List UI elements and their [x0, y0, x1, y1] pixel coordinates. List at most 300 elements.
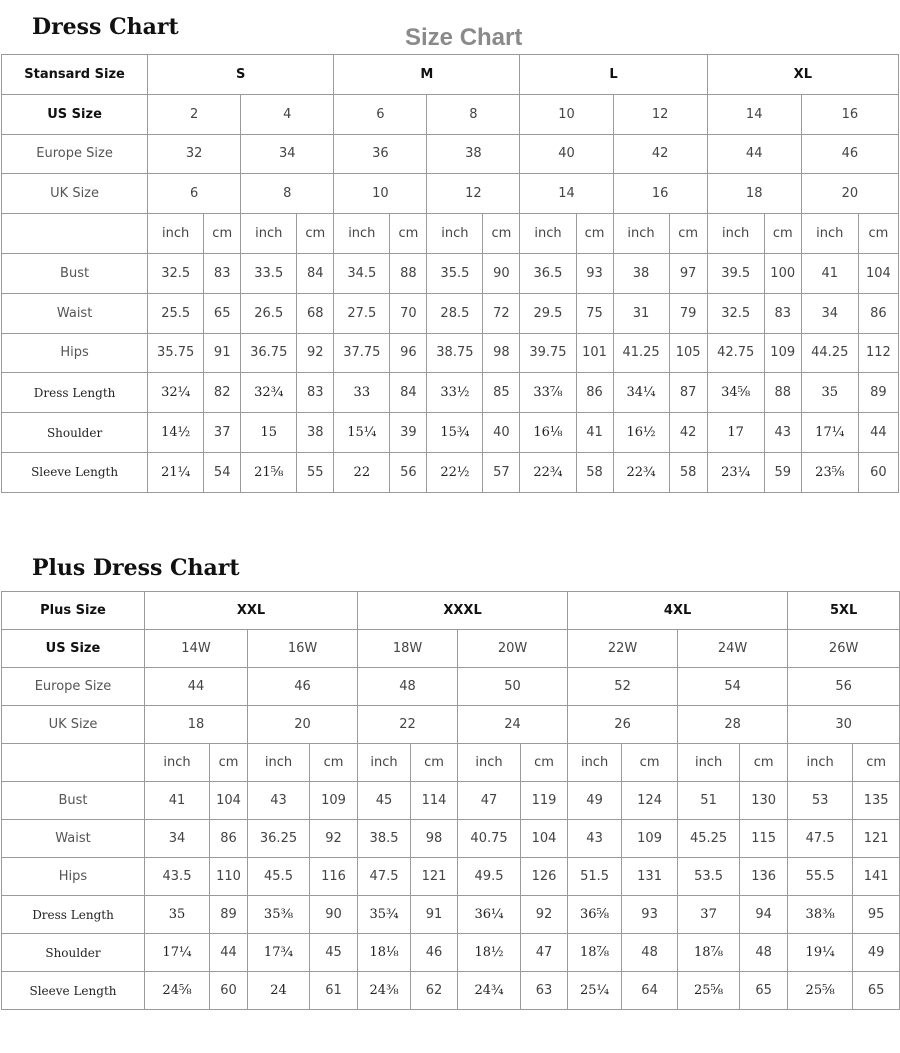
- plus-chart-waist-row: [2, 820, 900, 858]
- bust-value: 41: [801, 253, 858, 293]
- us-size-cell: 8: [427, 94, 520, 134]
- sleeve-length-value: 25¼: [568, 972, 622, 1010]
- europe-size-cell: 44: [145, 668, 248, 706]
- dress-length-value: 95: [853, 896, 900, 934]
- unit-header-cell: inch: [568, 744, 622, 782]
- unit-header-cell: inch: [427, 214, 483, 254]
- hips-value: 136: [740, 858, 788, 896]
- dress-chart-units-row: [2, 214, 899, 254]
- sleeve-length-value: 24: [248, 972, 310, 1010]
- waist-value: 43: [568, 820, 622, 858]
- unit-header-cell: cm: [297, 214, 334, 254]
- unit-header-cell: inch: [145, 744, 210, 782]
- uk-size-cell: 12: [427, 174, 520, 214]
- hips-value: 110: [210, 858, 248, 896]
- us-size-cell: 14W: [145, 630, 248, 668]
- unit-header-cell: cm: [483, 214, 520, 254]
- waist-value: 29.5: [520, 293, 576, 333]
- hips-label: Hips: [2, 858, 145, 896]
- shoulder-value: 15¾: [427, 413, 483, 453]
- bust-value: 43: [248, 782, 310, 820]
- sleeve-length-value: 63: [521, 972, 568, 1010]
- bust-label: Bust: [2, 782, 145, 820]
- waist-value: 121: [853, 820, 900, 858]
- bust-value: 90: [483, 253, 520, 293]
- us-size-cell: 10: [520, 94, 613, 134]
- hips-value: 36.75: [241, 333, 297, 373]
- plus-chart-us-row: [2, 630, 900, 668]
- europe-size-cell: 48: [358, 668, 458, 706]
- hips-value: 98: [483, 333, 520, 373]
- europe-size-label: Europe Size: [2, 668, 145, 706]
- uk-size-cell: 16: [613, 174, 707, 214]
- bust-value: 104: [858, 253, 898, 293]
- bust-value: 33.5: [241, 253, 297, 293]
- hips-value: 116: [310, 858, 358, 896]
- dress-length-value: 85: [483, 373, 520, 413]
- sleeve-length-label: Sleeve Length: [2, 972, 145, 1010]
- hips-value: 55.5: [788, 858, 853, 896]
- waist-value: 65: [204, 293, 241, 333]
- bust-value: 83: [204, 253, 241, 293]
- hips-value: 49.5: [458, 858, 521, 896]
- shoulder-value: 19¼: [788, 934, 853, 972]
- unit-header-cell: inch: [148, 214, 204, 254]
- hips-value: 109: [764, 333, 801, 373]
- uk-size-cell: 10: [334, 174, 427, 214]
- bust-value: 41: [145, 782, 210, 820]
- hips-value: 47.5: [358, 858, 411, 896]
- unit-header-cell: cm: [622, 744, 678, 782]
- plus-chart-shoulder-row: [2, 934, 900, 972]
- sleeve-length-value: 60: [210, 972, 248, 1010]
- waist-value: 115: [740, 820, 788, 858]
- dress-length-value: 90: [310, 896, 358, 934]
- shoulder-value: 48: [622, 934, 678, 972]
- hips-label: Hips: [2, 333, 148, 373]
- bust-value: 119: [521, 782, 568, 820]
- shoulder-value: 47: [521, 934, 568, 972]
- bust-value: 100: [764, 253, 801, 293]
- dress-length-value: 88: [764, 373, 801, 413]
- uk-size-cell: 26: [568, 706, 678, 744]
- shoulder-value: 38: [297, 413, 334, 453]
- bust-value: 124: [622, 782, 678, 820]
- sleeve-length-value: 61: [310, 972, 358, 1010]
- unit-header-cell: cm: [310, 744, 358, 782]
- bust-value: 135: [853, 782, 900, 820]
- us-size-label: US Size: [2, 630, 145, 668]
- shoulder-value: 17¼: [801, 413, 858, 453]
- dress-length-value: 89: [210, 896, 248, 934]
- hips-value: 112: [858, 333, 898, 373]
- unit-header-cell: inch: [801, 214, 858, 254]
- sleeve-length-value: 65: [853, 972, 900, 1010]
- hips-value: 96: [390, 333, 427, 373]
- unit-header-cell: inch: [678, 744, 740, 782]
- shoulder-value: 18½: [458, 934, 521, 972]
- bust-value: 97: [669, 253, 707, 293]
- shoulder-value: 14½: [148, 413, 204, 453]
- bust-value: 36.5: [520, 253, 576, 293]
- shoulder-value: 17¼: [145, 934, 210, 972]
- waist-label: Waist: [2, 820, 145, 858]
- uk-size-cell: 14: [520, 174, 613, 214]
- dress-length-value: 84: [390, 373, 427, 413]
- shoulder-value: 43: [764, 413, 801, 453]
- waist-value: 104: [521, 820, 568, 858]
- waist-value: 38.5: [358, 820, 411, 858]
- bust-value: 88: [390, 253, 427, 293]
- unit-header-cell: cm: [853, 744, 900, 782]
- shoulder-value: 16½: [613, 413, 669, 453]
- waist-value: 47.5: [788, 820, 853, 858]
- unit-header-cell: inch: [613, 214, 669, 254]
- dress-length-value: 38⅜: [788, 896, 853, 934]
- waist-value: 31: [613, 293, 669, 333]
- shoulder-value: 18⅞: [568, 934, 622, 972]
- bust-value: 53: [788, 782, 853, 820]
- dress-length-value: 93: [622, 896, 678, 934]
- sleeve-length-value: 59: [764, 452, 801, 492]
- hips-value: 51.5: [568, 858, 622, 896]
- shoulder-value: 15: [241, 413, 297, 453]
- us-size-cell: 22W: [568, 630, 678, 668]
- uk-size-cell: 22: [358, 706, 458, 744]
- sleeve-length-value: 23⅝: [801, 452, 858, 492]
- uk-size-label: UK Size: [2, 706, 145, 744]
- unit-header-cell: inch: [520, 214, 576, 254]
- uk-size-cell: 28: [678, 706, 788, 744]
- unit-header-cell: cm: [764, 214, 801, 254]
- europe-size-cell: 46: [248, 668, 358, 706]
- shoulder-value: 15¼: [334, 413, 390, 453]
- uk-size-cell: 30: [788, 706, 900, 744]
- bust-value: 114: [411, 782, 458, 820]
- us-size-cell: 26W: [788, 630, 900, 668]
- waist-value: 34: [145, 820, 210, 858]
- bust-value: 35.5: [427, 253, 483, 293]
- shoulder-value: 41: [576, 413, 613, 453]
- hips-value: 92: [297, 333, 334, 373]
- us-size-cell: 20W: [458, 630, 568, 668]
- us-size-cell: 2: [148, 94, 241, 134]
- sleeve-length-value: 55: [297, 452, 334, 492]
- us-size-cell: 18W: [358, 630, 458, 668]
- hips-value: 53.5: [678, 858, 740, 896]
- dress-length-label: Dress Length: [2, 373, 148, 413]
- hips-value: 42.75: [707, 333, 764, 373]
- plus-chart-units-row: [2, 744, 900, 782]
- hips-value: 37.75: [334, 333, 390, 373]
- bust-value: 109: [310, 782, 358, 820]
- dress-length-value: 36¼: [458, 896, 521, 934]
- size-header: L: [520, 55, 707, 95]
- dress-length-value: 35⅜: [248, 896, 310, 934]
- shoulder-label: Shoulder: [2, 413, 148, 453]
- hips-value: 41.25: [613, 333, 669, 373]
- uk-size-label: UK Size: [2, 174, 148, 214]
- hips-value: 101: [576, 333, 613, 373]
- sleeve-length-value: 22½: [427, 452, 483, 492]
- shoulder-value: 45: [310, 934, 358, 972]
- us-size-cell: 16: [801, 94, 898, 134]
- waist-value: 25.5: [148, 293, 204, 333]
- bust-value: 38: [613, 253, 669, 293]
- waist-value: 92: [310, 820, 358, 858]
- bust-value: 32.5: [148, 253, 204, 293]
- us-size-cell: 12: [613, 94, 707, 134]
- dress-chart-us-row: [2, 94, 899, 134]
- unit-header-cell: inch: [248, 744, 310, 782]
- waist-value: 40.75: [458, 820, 521, 858]
- europe-size-cell: 32: [148, 134, 241, 174]
- shoulder-value: 49: [853, 934, 900, 972]
- waist-value: 28.5: [427, 293, 483, 333]
- dress-length-value: 36⅝: [568, 896, 622, 934]
- plus-chart-sleeve-length-row: [2, 972, 900, 1010]
- size-header: 5XL: [788, 592, 900, 630]
- sleeve-length-value: 64: [622, 972, 678, 1010]
- plus-dress-chart-heading: Plus Dress Chart: [32, 555, 240, 581]
- waist-value: 86: [858, 293, 898, 333]
- dress-length-value: 33: [334, 373, 390, 413]
- us-size-cell: 4: [241, 94, 334, 134]
- bust-value: 47: [458, 782, 521, 820]
- bust-value: 130: [740, 782, 788, 820]
- hips-value: 91: [204, 333, 241, 373]
- waist-value: 98: [411, 820, 458, 858]
- shoulder-value: 18⅛: [358, 934, 411, 972]
- sleeve-length-value: 57: [483, 452, 520, 492]
- europe-size-cell: 50: [458, 668, 568, 706]
- us-size-label: US Size: [2, 94, 148, 134]
- waist-value: 75: [576, 293, 613, 333]
- bust-value: 45: [358, 782, 411, 820]
- shoulder-value: 48: [740, 934, 788, 972]
- shoulder-label: Shoulder: [2, 934, 145, 972]
- bust-value: 49: [568, 782, 622, 820]
- hips-value: 38.75: [427, 333, 483, 373]
- bust-value: 84: [297, 253, 334, 293]
- sleeve-length-value: 60: [858, 452, 898, 492]
- dress-chart-hips-row: [2, 333, 899, 373]
- waist-value: 79: [669, 293, 707, 333]
- waist-value: 45.25: [678, 820, 740, 858]
- hips-value: 121: [411, 858, 458, 896]
- waist-value: 109: [622, 820, 678, 858]
- sleeve-length-value: 25⅝: [678, 972, 740, 1010]
- dress-length-value: 37: [678, 896, 740, 934]
- us-size-cell: 14: [707, 94, 801, 134]
- waist-value: 70: [390, 293, 427, 333]
- dress-length-value: 33⅞: [520, 373, 576, 413]
- size-header: XL: [707, 55, 898, 95]
- uk-size-cell: 24: [458, 706, 568, 744]
- waist-label: Waist: [2, 293, 148, 333]
- hips-value: 131: [622, 858, 678, 896]
- hips-value: 35.75: [148, 333, 204, 373]
- dress-chart-heading: Dress Chart: [32, 14, 179, 40]
- sleeve-length-value: 24⅝: [145, 972, 210, 1010]
- size-header: S: [148, 55, 334, 95]
- unit-header-cell: inch: [334, 214, 390, 254]
- size-row-label: Stansard Size: [2, 55, 148, 95]
- waist-value: 68: [297, 293, 334, 333]
- sleeve-length-value: 62: [411, 972, 458, 1010]
- europe-size-cell: 36: [334, 134, 427, 174]
- waist-value: 32.5: [707, 293, 764, 333]
- dress-length-value: 35: [801, 373, 858, 413]
- size-header: XXL: [145, 592, 358, 630]
- uk-size-cell: 6: [148, 174, 241, 214]
- size-header: M: [334, 55, 520, 95]
- dress-chart-uk-row: [2, 174, 899, 214]
- uk-size-cell: 20: [248, 706, 358, 744]
- unit-header-cell: inch: [358, 744, 411, 782]
- sleeve-length-value: 22: [334, 452, 390, 492]
- dress-length-value: 87: [669, 373, 707, 413]
- dress-length-value: 92: [521, 896, 568, 934]
- sleeve-length-value: 24¾: [458, 972, 521, 1010]
- dress-length-value: 32¼: [148, 373, 204, 413]
- dress-chart-size-row: [2, 55, 899, 95]
- sleeve-length-value: 58: [576, 452, 613, 492]
- europe-size-cell: 42: [613, 134, 707, 174]
- plus-chart-dress-length-row: [2, 896, 900, 934]
- dress-length-value: 35: [145, 896, 210, 934]
- us-size-cell: 6: [334, 94, 427, 134]
- unit-header-cell: cm: [204, 214, 241, 254]
- sleeve-length-value: 25⅝: [788, 972, 853, 1010]
- sleeve-length-value: 65: [740, 972, 788, 1010]
- sleeve-length-value: 54: [204, 452, 241, 492]
- bust-value: 93: [576, 253, 613, 293]
- waist-value: 36.25: [248, 820, 310, 858]
- europe-size-cell: 52: [568, 668, 678, 706]
- dress-length-value: 35¾: [358, 896, 411, 934]
- europe-size-cell: 54: [678, 668, 788, 706]
- dress-chart-sleeve-length-row: [2, 452, 899, 492]
- dress-chart-dress-length-row: [2, 373, 899, 413]
- units-row-label-empty: [2, 214, 148, 254]
- europe-size-cell: 56: [788, 668, 900, 706]
- europe-size-cell: 44: [707, 134, 801, 174]
- sleeve-length-value: 56: [390, 452, 427, 492]
- uk-size-cell: 20: [801, 174, 898, 214]
- uk-size-cell: 8: [241, 174, 334, 214]
- dress-chart-europe-row: [2, 134, 899, 174]
- hips-value: 39.75: [520, 333, 576, 373]
- unit-header-cell: inch: [788, 744, 853, 782]
- waist-value: 83: [764, 293, 801, 333]
- us-size-cell: 24W: [678, 630, 788, 668]
- dress-length-value: 94: [740, 896, 788, 934]
- unit-header-cell: cm: [858, 214, 898, 254]
- dress-chart-shoulder-row: [2, 413, 899, 453]
- dress-length-label: Dress Length: [2, 896, 145, 934]
- shoulder-value: 16⅛: [520, 413, 576, 453]
- shoulder-value: 39: [390, 413, 427, 453]
- hips-value: 44.25: [801, 333, 858, 373]
- europe-size-cell: 38: [427, 134, 520, 174]
- dress-length-value: 82: [204, 373, 241, 413]
- unit-header-cell: cm: [576, 214, 613, 254]
- uk-size-cell: 18: [707, 174, 801, 214]
- unit-header-cell: cm: [390, 214, 427, 254]
- unit-header-cell: inch: [707, 214, 764, 254]
- hips-value: 105: [669, 333, 707, 373]
- dress-length-value: 86: [576, 373, 613, 413]
- shoulder-value: 44: [858, 413, 898, 453]
- sleeve-length-value: 58: [669, 452, 707, 492]
- shoulder-value: 18⅞: [678, 934, 740, 972]
- dress-length-value: 83: [297, 373, 334, 413]
- unit-header-cell: cm: [740, 744, 788, 782]
- sleeve-length-value: 23¼: [707, 452, 764, 492]
- shoulder-value: 17: [707, 413, 764, 453]
- dress-chart-waist-row: [2, 293, 899, 333]
- bust-value: 51: [678, 782, 740, 820]
- waist-value: 34: [801, 293, 858, 333]
- sleeve-length-label: Sleeve Length: [2, 452, 148, 492]
- plus-chart-uk-row: [2, 706, 900, 744]
- europe-size-cell: 40: [520, 134, 613, 174]
- hips-value: 126: [521, 858, 568, 896]
- europe-size-label: Europe Size: [2, 134, 148, 174]
- europe-size-cell: 46: [801, 134, 898, 174]
- units-row-label-empty: [2, 744, 145, 782]
- dress-length-value: 33½: [427, 373, 483, 413]
- plus-size-table: [1, 591, 900, 1010]
- bust-label: Bust: [2, 253, 148, 293]
- hips-value: 141: [853, 858, 900, 896]
- plus-chart-size-row: [2, 592, 900, 630]
- shoulder-value: 17¾: [248, 934, 310, 972]
- hips-value: 45.5: [248, 858, 310, 896]
- dress-chart-bust-row: [2, 253, 899, 293]
- sleeve-length-value: 21¼: [148, 452, 204, 492]
- sleeve-length-value: 22¾: [520, 452, 576, 492]
- waist-value: 72: [483, 293, 520, 333]
- shoulder-value: 37: [204, 413, 241, 453]
- uk-size-cell: 18: [145, 706, 248, 744]
- shoulder-value: 44: [210, 934, 248, 972]
- waist-value: 86: [210, 820, 248, 858]
- sleeve-length-value: 21⅝: [241, 452, 297, 492]
- hips-value: 43.5: [145, 858, 210, 896]
- size-chart-subheading: Size Chart: [405, 24, 523, 51]
- shoulder-value: 42: [669, 413, 707, 453]
- waist-value: 27.5: [334, 293, 390, 333]
- plus-chart-europe-row: [2, 668, 900, 706]
- dress-length-value: 89: [858, 373, 898, 413]
- size-row-label: Plus Size: [2, 592, 145, 630]
- bust-value: 104: [210, 782, 248, 820]
- dress-length-value: 34¼: [613, 373, 669, 413]
- shoulder-value: 46: [411, 934, 458, 972]
- unit-header-cell: cm: [669, 214, 707, 254]
- europe-size-cell: 34: [241, 134, 334, 174]
- dress-length-value: 32¾: [241, 373, 297, 413]
- unit-header-cell: inch: [458, 744, 521, 782]
- dress-size-table: [1, 54, 899, 493]
- unit-header-cell: cm: [521, 744, 568, 782]
- bust-value: 34.5: [334, 253, 390, 293]
- bust-value: 39.5: [707, 253, 764, 293]
- us-size-cell: 16W: [248, 630, 358, 668]
- plus-chart-bust-row: [2, 782, 900, 820]
